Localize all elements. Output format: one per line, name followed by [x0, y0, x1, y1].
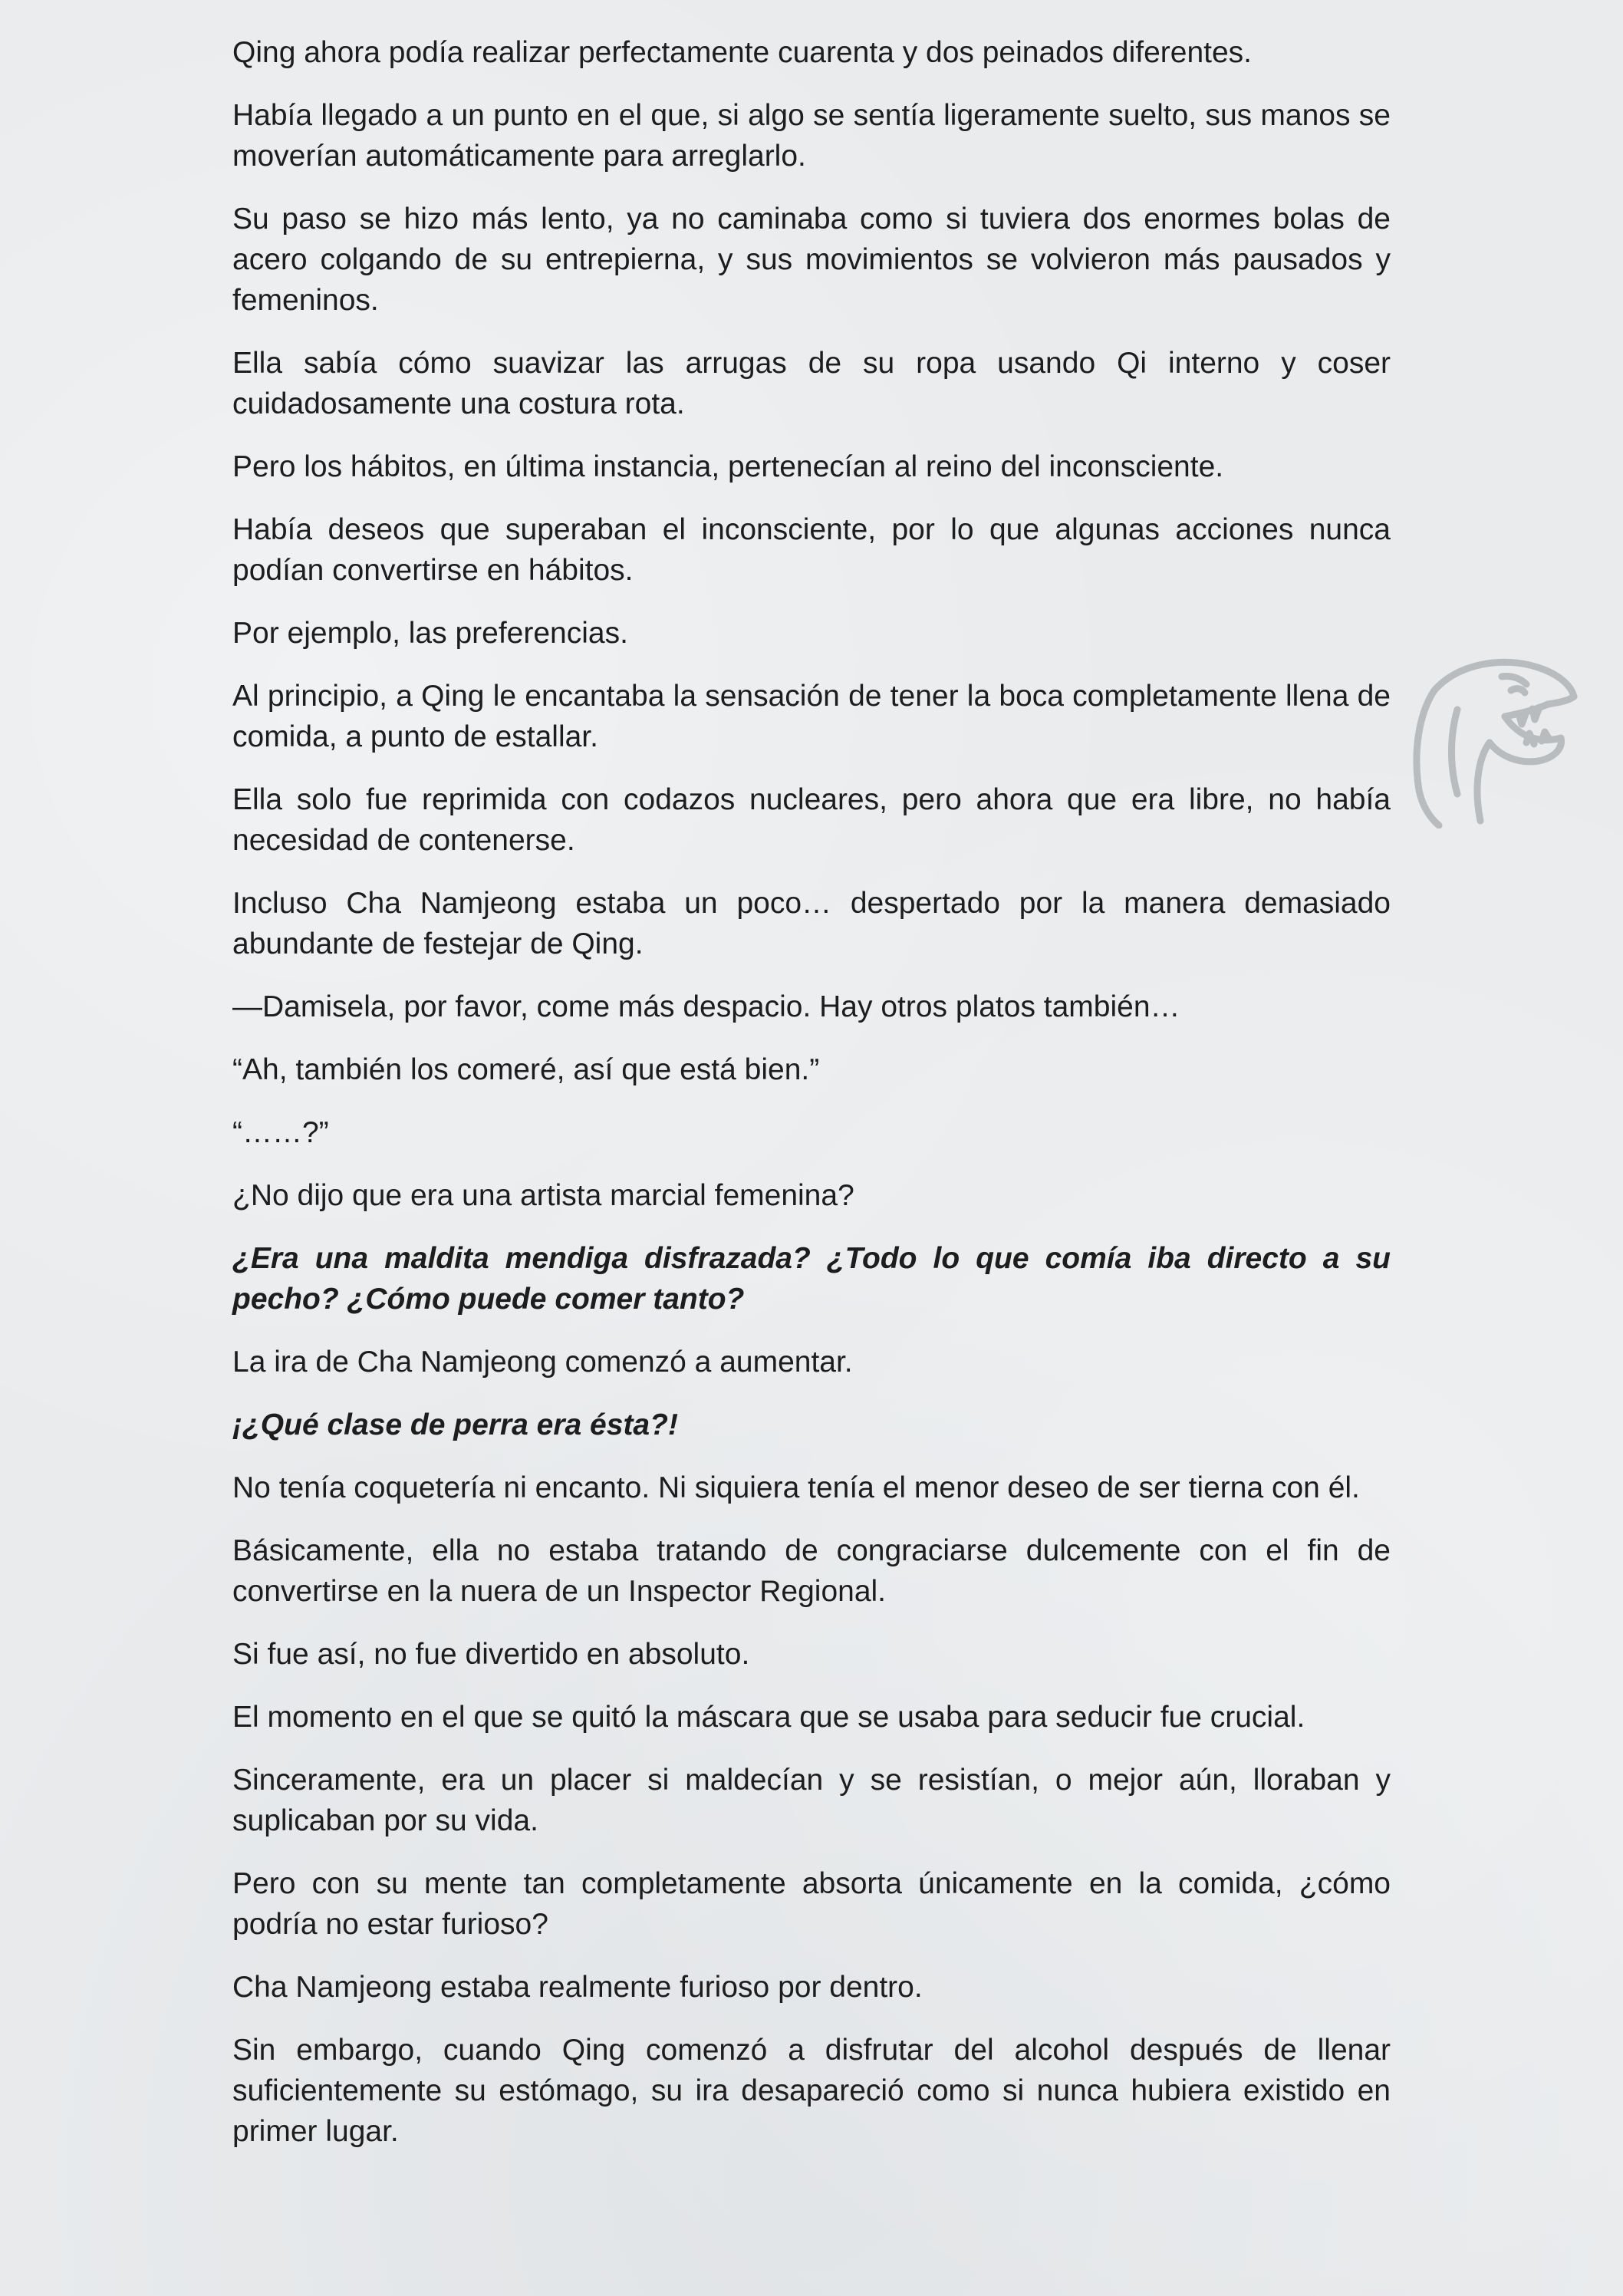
- paragraph: Pero con su mente tan completamente absorta únicamente en la comida, ¿cómo podría no estar furioso?: [232, 1867, 1391, 1941]
- text-column: [232, 32, 1391, 2174]
- paragraph: Había deseos que superaban el inconsciente, por lo que algunas acciones nunca podían convertirse en hábitos.: [232, 513, 1391, 587]
- paragraph: “……?”: [232, 1116, 329, 1149]
- paragraph: Incluso Cha Namjeong estaba un poco… despertado por la manera demasiado abundante de festejar de Qing.: [232, 887, 1391, 960]
- paragraph: Pero los hábitos, en última instancia, pertenecían al reino del inconsciente.: [232, 450, 1224, 483]
- paragraph: Ella solo fue reprimida con codazos nucleares, pero ahora que era libre, no había necesidad de contenerse.: [232, 783, 1391, 857]
- paragraph: “Ah, también los comeré, así que está bien.”: [232, 1053, 820, 1086]
- paragraph: El momento en el que se quitó la máscara que se usaba para seducir fue crucial.: [232, 1701, 1305, 1734]
- paragraph: ¿No dijo que era una artista marcial femenina?: [232, 1179, 854, 1212]
- paragraph: Sinceramente, era un placer si maldecían y se resistían, o mejor aún, lloraban y suplicaban por su vida.: [232, 1764, 1391, 1837]
- paragraph: La ira de Cha Namjeong comenzó a aumentar.: [232, 1346, 853, 1379]
- paragraph: —Damisela, por favor, come más despacio. Hay otros platos también…: [232, 990, 1180, 1023]
- paragraph: Si fue así, no fue divertido en absoluto.: [232, 1638, 750, 1671]
- paragraph: Al principio, a Qing le encantaba la sensación de tener la boca completamente llena de comida, a punto de estallar.: [232, 680, 1391, 753]
- paragraph: Sin embargo, cuando Qing comenzó a disfrutar del alcohol después de llenar suficientemente su estómago, su ira desapareció como si nunca hubiera existido en primer lugar.: [232, 2034, 1391, 2148]
- paragraph: Por ejemplo, las preferencias.: [232, 617, 628, 650]
- paragraph: Cha Namjeong estaba realmente furioso por dentro.: [232, 1971, 923, 2004]
- paragraph: No tenía coquetería ni encanto. Ni siquiera tenía el menor deseo de ser tierna con él.: [232, 1471, 1360, 1504]
- dinosaur-head-icon: [1404, 637, 1580, 828]
- paragraph: Ella sabía cómo suavizar las arrugas de su ropa usando Qi interno y coser cuidadosamente una costura rota.: [232, 347, 1391, 420]
- paragraph: Había llegado a un punto en el que, si algo se sentía ligeramente suelto, sus manos se moverían automáticamente para arreglarlo.: [232, 99, 1391, 173]
- paragraph: Su paso se hizo más lento, ya no caminaba como si tuviera dos enormes bolas de acero colgando de su entrepierna, y sus movimientos se volvieron más pausados y femeninos.: [232, 203, 1391, 317]
- paragraph: Básicamente, ella no estaba tratando de congraciarse dulcemente con el fin de convertirse en la nuera de un Inspector Regional.: [232, 1534, 1391, 1608]
- emphasized-paragraph: ¿Era una maldita mendiga disfrazada? ¿Todo lo que comía iba directo a su pecho? ¿Cómo puede comer tanto?: [232, 1242, 1391, 1316]
- emphasized-paragraph: ¡¿Qué clase de perra era ésta?!: [232, 1408, 678, 1441]
- paragraph: Qing ahora podía realizar perfectamente cuarenta y dos peinados diferentes.: [232, 36, 1252, 69]
